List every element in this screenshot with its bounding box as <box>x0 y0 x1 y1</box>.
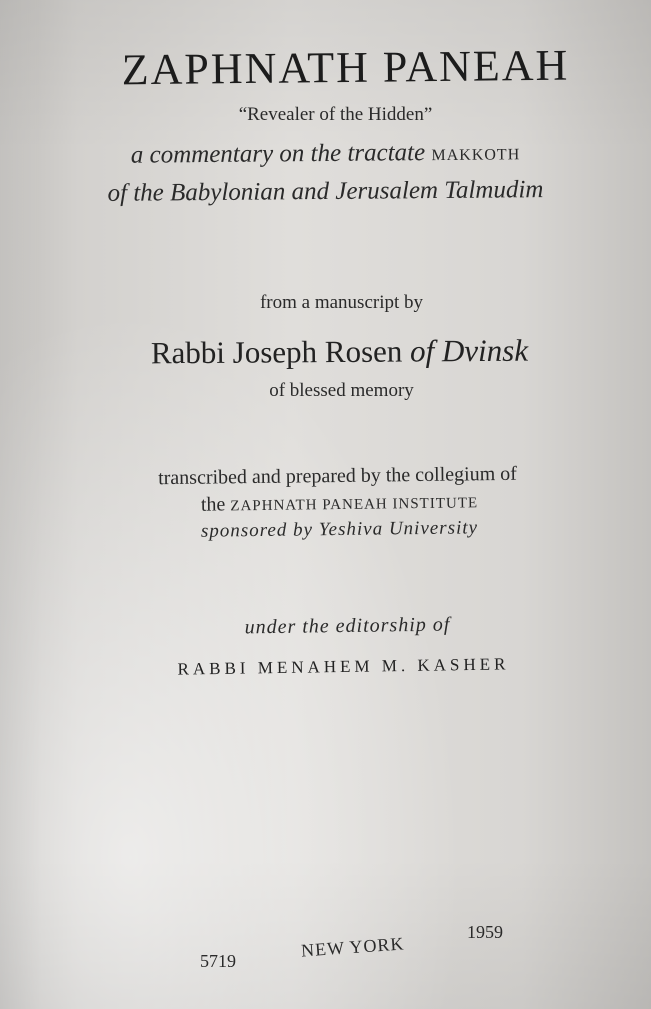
editorship-line: under the editorship of <box>244 613 451 639</box>
article-the: the <box>200 493 226 516</box>
transcription-line-2 <box>14 488 651 519</box>
hebrew-year: 5719 <box>200 951 236 971</box>
editor-name: RABBI MENAHEM M. KASHER <box>177 654 510 679</box>
transcription-line-1: transcribed and prepared by the collegium of <box>157 462 517 490</box>
commentary-text: a commentary on the tractate <box>130 139 426 169</box>
institute-name: ZAPHNATH PANEAH INSTITUTE <box>230 495 479 515</box>
civil-year: 1959 <box>467 922 503 942</box>
author-name: Rabbi Joseph Rosen <box>150 333 403 371</box>
book-title: ZAPHNATH PANEAH <box>121 40 570 95</box>
commentary-line-1 <box>0 137 651 171</box>
sponsor-line: sponsored by Yeshiva University <box>200 517 479 542</box>
manuscript-attribution: from a manuscript by <box>259 292 424 313</box>
book-subtitle: “Revealer of the Hidden” <box>238 104 433 125</box>
publication-city: NEW YORK <box>300 933 406 961</box>
author-place: of Dvinsk <box>409 332 529 369</box>
author-line <box>14 332 651 373</box>
tractate-name: MAKKOTH <box>431 146 521 165</box>
commentary-line-2: of the Babylonian and Jerusalem Talmudim <box>107 176 544 207</box>
memorial-line: of blessed memory <box>269 380 414 401</box>
